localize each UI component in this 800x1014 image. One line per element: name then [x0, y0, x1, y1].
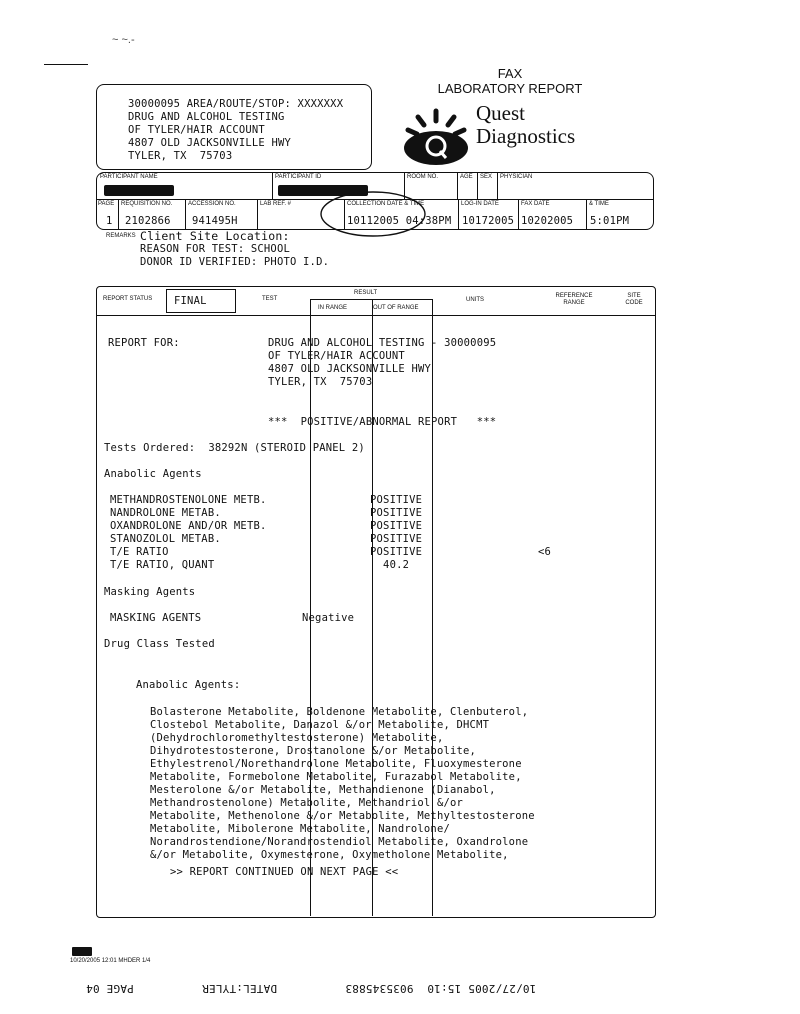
brand-diagnostics: Diagnostics: [476, 124, 576, 148]
address-line: 30000095 AREA/ROUTE/STOP: XXXXXXX: [128, 98, 344, 110]
test-name: STANOZOLOL METAB.: [110, 533, 221, 545]
reference-label: REFERENCE RANGE: [555, 293, 593, 306]
info-divider: [257, 199, 258, 229]
quest-logo-icon: [402, 106, 470, 168]
paragraph-line: Mesterolone &/or Metabolite, Methandienone (Dianabol,: [150, 784, 496, 796]
paragraph-line: Metabolite, Methenolone &/or Metabolite, Methyltestosterone: [150, 810, 535, 822]
anabolic-heading: Anabolic Agents: [104, 468, 202, 480]
report-status-value: FINAL: [174, 295, 207, 307]
value-fax-date: 10202005: [521, 215, 574, 227]
positive-banner: *** POSITIVE/ABNORMAL REPORT ***: [268, 416, 497, 428]
address-line: 4807 OLD JACKSONVILLE HWY: [128, 137, 292, 149]
test-reference: <6: [538, 546, 552, 558]
value-login-date: 10172005: [462, 215, 515, 227]
report-for-line: TYLER, TX 75703: [268, 376, 373, 388]
test-name: NANDROLONE METAB.: [110, 507, 221, 519]
paragraph-line: (Dehydrochloromethyltestosterone) Metabolite,: [150, 732, 444, 744]
corner-mark: [44, 64, 88, 65]
test-name: T/E RATIO: [110, 546, 169, 558]
label-lab-ref: LAB REF. #: [260, 201, 292, 207]
test-name: METHANDROSTENOLONE METB.: [110, 494, 267, 506]
label-requisition: REQUISITION NO.: [121, 201, 173, 207]
test-result: POSITIVE: [370, 520, 423, 532]
brand-quest: Quest: [476, 101, 525, 125]
label-participant-id: PARTICIPANT ID: [275, 174, 322, 180]
masking-test-result: Negative: [302, 612, 355, 624]
result-divider: [310, 299, 432, 300]
test-result: 40.2: [370, 559, 410, 571]
out-range-label: OUT OF RANGE: [373, 305, 419, 311]
label-collection: COLLECTION DATE & TIME: [347, 201, 425, 207]
report-for-line: DRUG AND ALCOHOL TESTING - 30000095: [268, 337, 497, 349]
info-divider: [477, 172, 478, 200]
test-result: POSITIVE: [370, 494, 423, 506]
report-for-line: OF TYLER/HAIR ACCOUNT: [268, 350, 405, 362]
info-divider: [518, 199, 519, 229]
paragraph-line: &/or Metabolite, Oxymesterone, Oxymetholone Metabolite,: [150, 849, 509, 861]
test-label: TEST: [262, 296, 278, 302]
address-line: DRUG AND ALCOHOL TESTING: [128, 111, 285, 123]
report-continued: >> REPORT CONTINUED ON NEXT PAGE <<: [170, 866, 399, 878]
label-participant-name: PARTICIPANT NAME: [100, 174, 158, 180]
in-range-label: IN RANGE: [318, 305, 348, 311]
units-label: UNITS: [466, 297, 484, 303]
site-code-label: SITE CODE: [625, 293, 643, 306]
paragraph-line: Norandrostendione/Norandrostendiol Metabolite, Oxandrolone: [150, 836, 529, 848]
report-for-label: REPORT FOR:: [108, 337, 180, 349]
info-divider: [497, 172, 498, 200]
label-fax-time: & TIME: [589, 201, 609, 207]
remarks-line: DONOR ID VERIFIED: PHOTO I.D.: [140, 256, 330, 268]
test-name: T/E RATIO, QUANT: [110, 559, 215, 571]
paragraph-line: Methandrostenolone) Metabolite, Methandriol &/or: [150, 797, 464, 809]
test-result: POSITIVE: [370, 507, 423, 519]
label-age: AGE: [460, 174, 473, 180]
label-login-date: LOG-IN DATE: [461, 201, 499, 207]
info-divider: [586, 199, 587, 229]
paragraph-line: Metabolite, Mibolerone Metabolite, Nandrolone/: [150, 823, 450, 835]
label-room-no: ROOM NO.: [407, 174, 438, 180]
redacted-name: [104, 185, 174, 196]
fax-stamp-code: 10/20/2005 12:01 MHDER 1/4: [70, 958, 151, 964]
value-requisition: 2102866: [125, 215, 171, 227]
label-physician: PHYSICIAN: [500, 174, 533, 180]
report-for-line: 4807 OLD JACKSONVILLE HWY: [268, 363, 432, 375]
test-result: POSITIVE: [370, 546, 423, 558]
corner-scribble: ~ ~.-: [112, 34, 135, 46]
masking-test-name: MASKING AGENTS: [110, 612, 202, 624]
paragraph-line: Bolasterone Metabolite, Boldenone Metabolite, Clenbuterol,: [150, 706, 529, 718]
result-label: RESULT: [354, 290, 378, 296]
paragraph-line: Clostebol Metabolite, Danazol &/or Metabolite, DHCMT: [150, 719, 490, 731]
report-title: LABORATORY REPORT: [437, 81, 583, 96]
paragraph-line: Ethylestrenol/Norethandrolone Metabolite, Fluoxymesterone: [150, 758, 522, 770]
value-collection: 10112005 04:38PM: [347, 215, 452, 227]
address-line: OF TYLER/HAIR ACCOUNT: [128, 124, 265, 136]
label-sex: SEX: [480, 174, 493, 180]
tests-ordered: Tests Ordered: 38292N (STEROID PANEL 2): [104, 442, 365, 454]
anabolic-subheading: Anabolic Agents:: [136, 679, 241, 691]
report-status-label: REPORT STATUS: [103, 296, 153, 302]
fax-label: FAX: [497, 66, 523, 81]
info-divider: [457, 172, 458, 200]
info-divider: [458, 199, 459, 229]
label-fax-date: FAX DATE: [521, 201, 550, 207]
fax-header-line: 10/27/2005 15:10 9035345883 DATEL:TYLER PAGE 04: [86, 982, 537, 995]
value-page: 1: [106, 215, 113, 227]
info-divider: [272, 172, 273, 200]
paragraph-line: Dihydrotestosterone, Drostanolone &/or Metabolite,: [150, 745, 477, 757]
remarks-line: REASON FOR TEST: SCHOOL: [140, 243, 290, 255]
value-accession: 941495H: [192, 215, 238, 227]
results-header-divider: [96, 315, 656, 316]
drug-class-heading: Drug Class Tested: [104, 638, 215, 650]
paragraph-line: Metabolite, Formebolone Metabolite, Furazabol Metabolite,: [150, 771, 522, 783]
remarks-line: Client Site Location:: [140, 229, 290, 243]
value-fax-time: 5:01PM: [590, 215, 630, 227]
test-name: OXANDROLONE AND/OR METB.: [110, 520, 267, 532]
label-page: PAGE: [98, 201, 115, 207]
remarks-label: REMARKS: [106, 233, 136, 239]
test-result: POSITIVE: [370, 533, 423, 545]
label-accession: ACCESSION NO.: [188, 201, 236, 207]
masking-heading: Masking Agents: [104, 586, 196, 598]
info-divider: [118, 199, 119, 229]
address-line: TYLER, TX 75703: [128, 150, 233, 162]
handdrawn-oval: [318, 188, 428, 244]
info-divider: [185, 199, 186, 229]
fax-stamp-icon: [72, 947, 92, 956]
